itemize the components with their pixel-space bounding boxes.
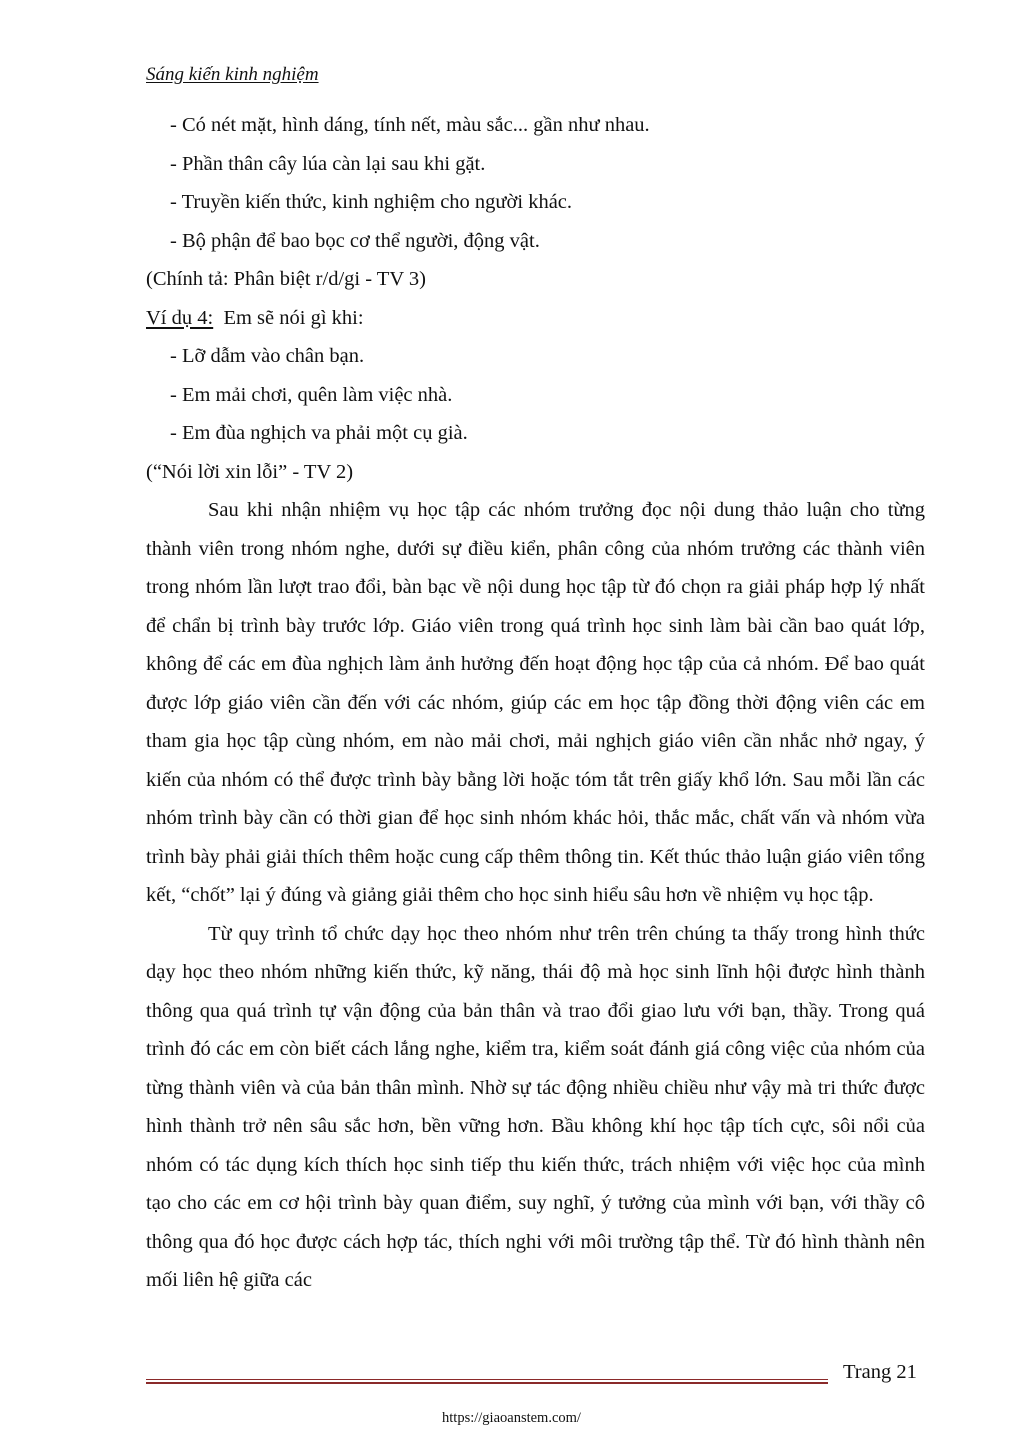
body-paragraph: Sau khi nhận nhiệm vụ học tập các nhóm trưởng đọc nội dung thảo luận cho từng thành viên trong nhóm nghe, dưới sự điều kiển, phân công của nhóm trưởng các thành viên trong nhóm lần lượt trao đổi, bàn bạc về nội dung học tập từ đó chọn ra giải pháp hợp lý nhất để chẩn bị trình bày trước lớp. Giáo viên trong quá trình học sinh làm bài cần bao quát lớp, không để các em đùa nghịch làm ảnh hưởng đến hoạt động học tập của cả nhóm. Để bao quát được lớp giáo viên cần đến với các nhóm, giúp các em học tập đồng thời động viên các em tham gia học tập cùng nhóm, em nào mải chơi, mải nghịch giáo viên cần nhắc nhở ngay, ý kiến của nhóm có thể được trình bày bằng lời hoặc tóm tắt trên giấy khổ lớn. Sau mỗi lần các nhóm trình bày cần có thời gian để học sinh nhóm khác hỏi, thắc mắc, chất vấn và nhóm vừa trình bày phải giải thích thêm hoặc cung cấp thêm thông tin. Kết thúc thảo luận giáo viên tổng kết, “chốt” lại ý đúng và giảng giải thêm cho học sinh hiểu sâu hơn về nhiệm vụ học tập. <box>146 499 925 906</box>
list-item: - Có nét mặt, hình dáng, tính nết, màu sắc... gần như nhau. <box>170 114 650 136</box>
list-item: - Em đùa nghịch va phải một cụ già. <box>170 422 468 444</box>
body-paragraph: Từ quy trình tổ chức dạy học theo nhóm như trên trên chúng ta thấy trong hình thức dạy học theo nhóm những kiến thức, kỹ năng, thái độ mà học sinh lĩnh hội được hình thành thông qua quá trình tự vận động của bản thân và trao đổi giao lưu với bạn, thầy. Trong quá trình đó các em còn biết cách lắng nghe, kiểm tra, kiểm soát đánh giá công việc của nhóm của từng thành viên và của bản thân mình. Nhờ sự tác động nhiều chiều như vậy mà tri thức được hình thành trở nên sâu sắc hơn, bền vững hơn. Bầu không khí học tập tích cực, sôi nổi của nhóm có tác dụng kích thích học sinh tiếp thu kiến thức, trách nhiệm với việc học của mình tạo cho các em cơ hội trình bày quan điểm, suy nghĩ, ý tưởng của mình với bạn, với thầy cô thông qua đó học được cách hợp tác, thích nghi với môi trường tập thể. Từ đó hình thành nên mối liên hệ giữa các <box>146 922 925 1291</box>
list-item: - Em mải chơi, quên làm việc nhà. <box>170 383 453 406</box>
example-heading <box>146 299 925 338</box>
example-label: Ví dụ 4: <box>146 306 214 329</box>
list-item: - Phần thân cây lúa càn lại sau khi gặt. <box>170 152 486 175</box>
source-reference: (Chính tả: Phân biệt r/d/gi - TV 3) <box>146 268 426 290</box>
page-number: Trang 21 <box>843 1361 917 1383</box>
running-header: Sáng kiến kinh nghiệm <box>146 64 319 85</box>
document-body <box>146 106 925 1300</box>
list-item: - Truyền kiến thức, kinh nghiệm cho người khác. <box>170 191 573 213</box>
source-url: https://giaoanstem.com/ <box>442 1410 581 1426</box>
list-item: - Lỡ dẫm vào chân bạn. <box>170 345 365 367</box>
example-prompt: Em sẽ nói gì khi: <box>223 306 364 329</box>
source-reference: (“Nói lời xin lỗi” - TV 2) <box>146 460 354 483</box>
footer-divider <box>146 1379 828 1385</box>
list-item: - Bộ phận để bao bọc cơ thể người, động vật. <box>170 229 540 252</box>
